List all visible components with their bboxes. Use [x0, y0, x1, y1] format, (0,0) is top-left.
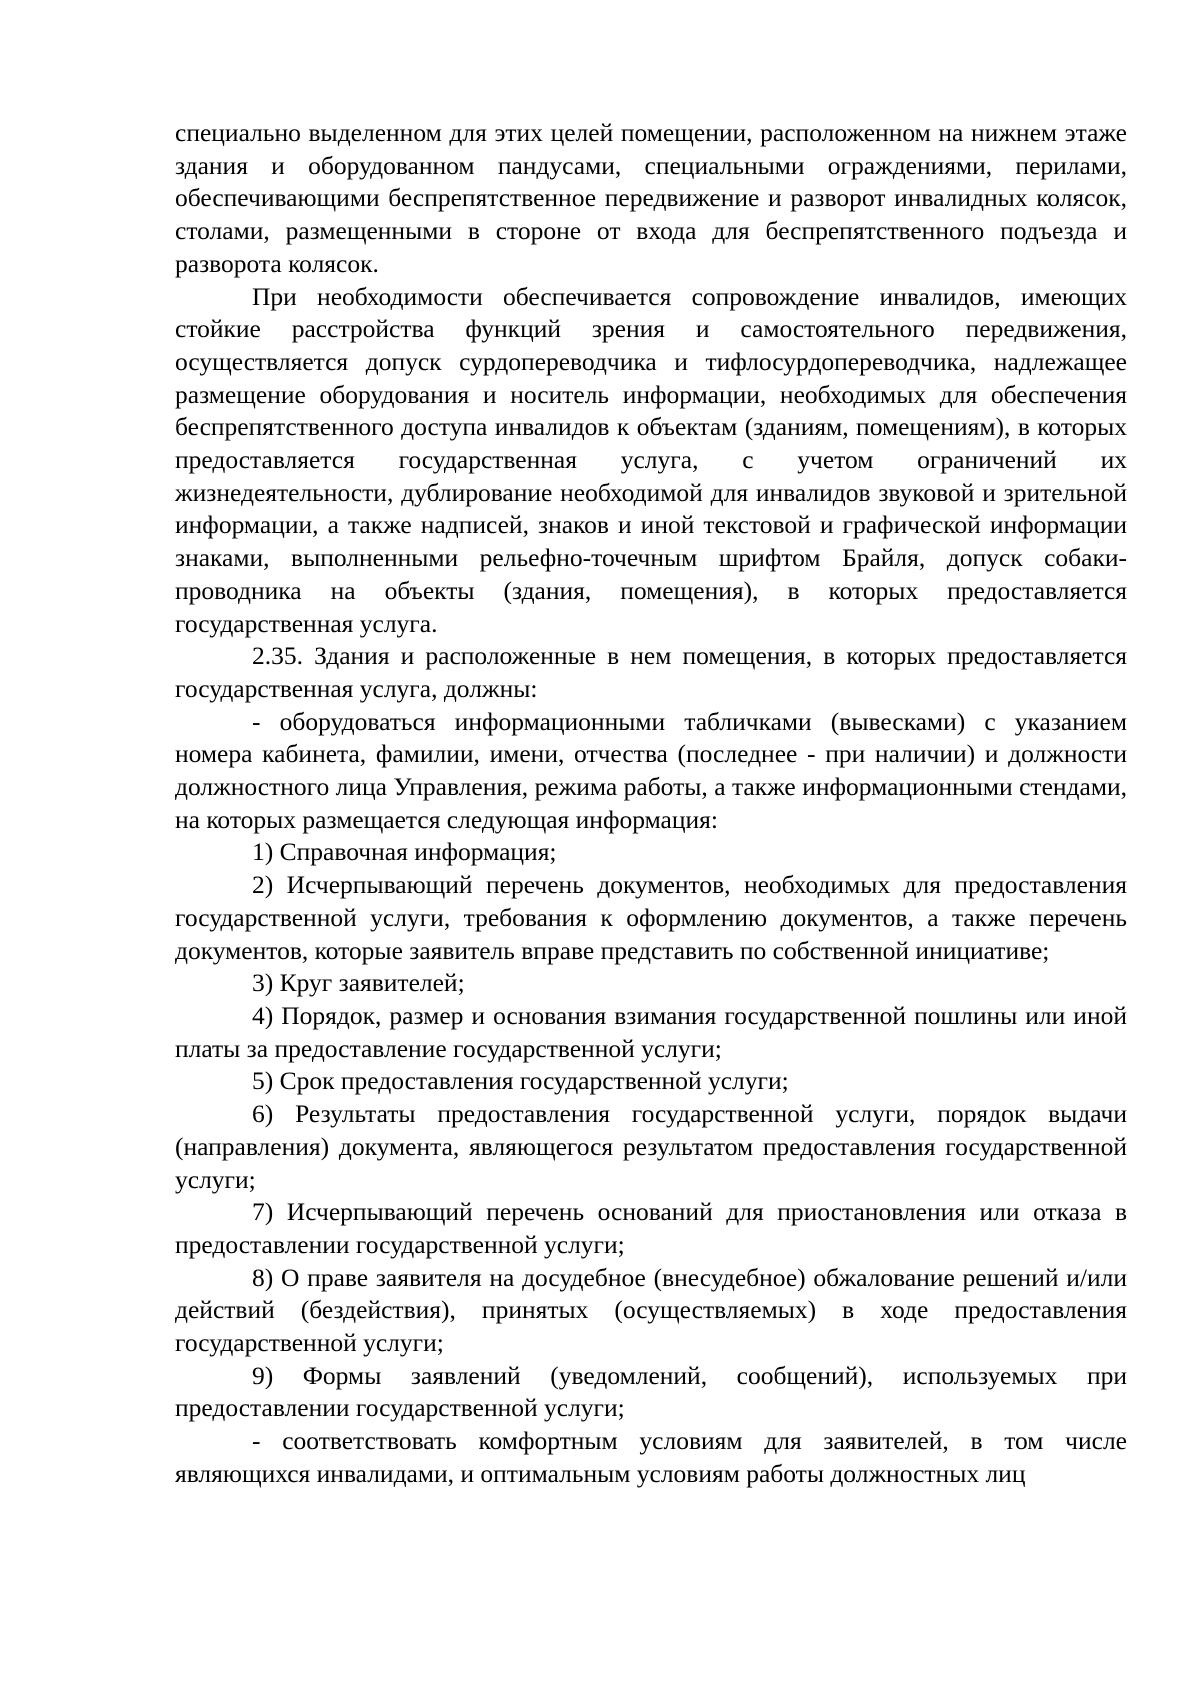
document-body: [175, 117, 1127, 1491]
list-item-9: 9) Формы заявлений (уведомлений, сообщений), используемых при предоставлении государственной услуги;: [175, 1360, 1127, 1423]
paragraph-continuation: специально выделенном для этих целей помещении, расположенном на нижнем этаже здания и оборудованном пандусами, специальными ограждениями, перилами, обеспечивающими беспрепятственное передвижение и разворот инвалидных колясок, столами, размещенными в стороне от входа для беспрепятственного подъезда и разворота колясок.: [175, 118, 1127, 278]
list-item-8: 8) О праве заявителя на досудебное (внесудебное) обжалование решений и/или действий (бездействия), принятых (осуществляемых) в ходе предоставления государственной услуги;: [175, 1262, 1127, 1358]
paragraph-info-signs: - оборудоваться информационными табличками (вывесками) с указанием номера кабинета, фамилии, имени, отчества (последнее - при наличии) и должности должностного лица Управления, режима работы, а также информационными стендами, на которых размещается следующая информация:: [175, 706, 1127, 834]
list-item-7: 7) Исчерпывающий перечень оснований для приостановления или отказа в предоставлении государственной услуги;: [175, 1197, 1127, 1259]
list-item-4: 4) Порядок, размер и основания взимания государственной пошлины или иной платы за предоставление государственной услуги;: [175, 1000, 1127, 1063]
list-item-5: 5) Срок предоставления государственной услуги;: [252, 1066, 789, 1096]
paragraph-comfort-conditions: - соответствовать комфортным условиям для заявителей, в том числе являющихся инвалидами, и оптимальным условиям работы должностных лиц: [175, 1426, 1127, 1488]
list-item-2: 2) Исчерпывающий перечень документов, необходимых для предоставления государственной услуги, требования к оформлению документов, а также перечень документов, которые заявитель вправе представить по собственной инициативе;: [175, 870, 1127, 965]
paragraph-accessibility: При необходимости обеспечивается сопровождение инвалидов, имеющих стойкие расстройства функций зрения и самостоятельного передвижения, осуществляется допуск сурдопереводчика и тифлосурдопереводчика, надлежащее размещение оборудования и носитель информации, необходимых для обеспечения беспрепятственного доступа инвалидов к объектам (зданиям, помещениям), в которых предоставляется государственная услуга, с учетом ограничений их жизнедеятельности, дублирование необходимой для инвалидов звуковой и зрительной информации, а также надписей, знаков и иной текстовой и графической информации знаками, выполненными рельефно-точечным шрифтом Брайля, допуск собаки-проводника на объекты (здания, помещения), в которых предоставляется государственная услуга.: [175, 281, 1127, 638]
list-item-6: 6) Результаты предоставления государственной услуги, порядок выдачи (направления) документа, являющегося результатом предоставления государственной услуги;: [175, 1099, 1127, 1194]
list-item-1: 1) Справочная информация;: [252, 837, 557, 867]
paragraph-2-35: 2.35. Здания и расположенные в нем помещения, в которых предоставляется государственная услуга, должны:: [175, 641, 1127, 703]
list-item-3: 3) Круг заявителей;: [252, 968, 465, 998]
